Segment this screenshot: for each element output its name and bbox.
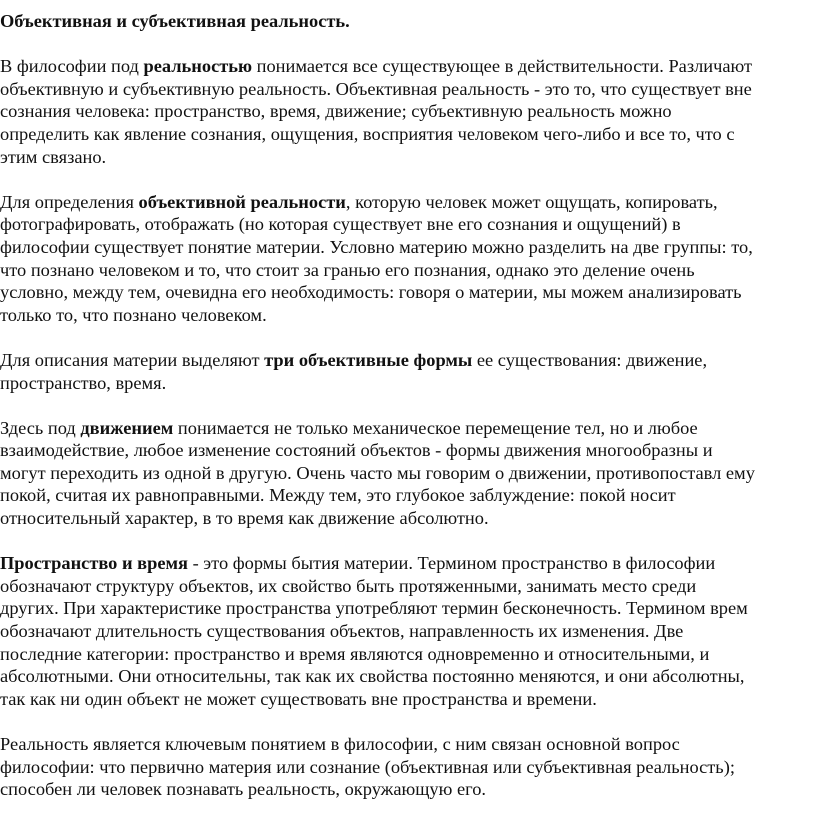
- bold-term: движением: [80, 417, 174, 438]
- text-line: [0, 55, 810, 78]
- text-line: [0, 756, 810, 779]
- text-run: - это формы бытия материи. Термином пространство в философии: [187, 553, 716, 574]
- text-run: последние категории: пространство и время являются одновременно и относительными, и: [0, 643, 710, 664]
- text-line: [0, 281, 810, 304]
- text-run: этим связано.: [0, 146, 107, 167]
- text-line: [0, 123, 810, 146]
- text-run: сознания человека: пространство, время, движение; субъективную реальность можно: [0, 101, 672, 122]
- text-run: только то, что познано человеком.: [0, 304, 267, 325]
- text-line: [0, 191, 810, 214]
- text-line: [0, 597, 810, 620]
- text-line: [0, 462, 810, 485]
- text-run: определить как явление сознания, ощущения, восприятия человеком чего-либо и все то, что с: [0, 123, 735, 144]
- text-run: , которую человек может ощущать, копировать,: [345, 191, 718, 212]
- text-run: обозначают длительность существования объектов, направленность их изменения. Две: [0, 621, 684, 642]
- text-run: относительный характер, в то время как движение абсолютно.: [0, 508, 489, 529]
- text-run: взаимодействие, любое изменение состояний объектов - формы движения многообразны и: [0, 440, 713, 461]
- text-line: [0, 417, 810, 440]
- bold-term: Пространство и время: [0, 553, 188, 574]
- text-run: понимается все существующее в действительности. Различают: [252, 56, 753, 77]
- bold-term: три объективные формы: [264, 349, 473, 370]
- text-line: [0, 733, 810, 756]
- text-run: Для определения: [0, 191, 139, 212]
- text-line: [0, 643, 810, 666]
- text-run: так как ни один объект не может существовать вне пространства и времени.: [0, 688, 597, 709]
- paragraph-list: [0, 55, 810, 801]
- text-run: фотографировать, отображать (но которая существует вне его сознания и ощущений) в: [0, 214, 681, 235]
- text-line: [0, 100, 810, 123]
- text-line: [0, 484, 810, 507]
- bold-term: объективной реальности: [138, 191, 346, 212]
- text-run: Для описания материи выделяют: [0, 349, 265, 370]
- paragraph: [0, 55, 810, 168]
- text-run: абсолютными. Они относительны, так как их свойства постоянно меняются, и они абсолютны,: [0, 666, 745, 687]
- text-run: философии существует понятие материи. Условно материю можно разделить на две группы: то,: [0, 236, 753, 257]
- text-line: [0, 688, 810, 711]
- text-run: Реальность является ключевым понятием в философии, с ним связан основной вопрос: [0, 734, 680, 754]
- text-run: способен ли человек познавать реальность, окружающую его.: [0, 779, 486, 800]
- text-line: [0, 665, 810, 688]
- paragraph: [0, 191, 810, 327]
- text-line: [0, 349, 810, 372]
- text-run: понимается не только механическое перемещение тел, но и любое: [173, 417, 698, 438]
- text-run: объективную и субъективную реальность. Объективная реальность - это то, что существует вне: [0, 78, 752, 99]
- text-run: обозначают структуру объектов, их свойство быть протяженными, занимать место среди: [0, 575, 697, 596]
- text-line: [0, 236, 810, 259]
- paragraph: [0, 417, 810, 530]
- text-run: могут переходить из одной в другую. Очень часто мы говорим о движении, противопоставл ему: [0, 462, 755, 483]
- text-line: [0, 778, 810, 801]
- text-line: [0, 552, 810, 575]
- document-title: Объективная и субъективная реальность.: [0, 11, 350, 31]
- text-run: условно, между тем, очевидна его необходимость: говоря о материи, мы можем анализировать: [0, 282, 742, 303]
- text-run: Здесь под: [0, 417, 81, 438]
- text-line: [0, 259, 810, 282]
- text-run: что познано человеком и то, что стоит за гранью его познания, однако это деление очень: [0, 259, 695, 280]
- paragraph: [0, 349, 810, 394]
- text-run: покой, считая их равноправными. Между тем, это глубокое заблуждение: покой носит: [0, 485, 676, 506]
- text-run: ее существования: движение,: [472, 349, 708, 370]
- paragraph: [0, 733, 810, 801]
- text-run: философии: что первично материя или сознание (объективная или субъективная реальность);: [0, 756, 735, 777]
- text-line: [0, 213, 810, 236]
- text-line: [0, 304, 810, 327]
- text-line: [0, 78, 810, 101]
- text-run: других. При характеристике пространства употребляют термин бесконечность. Термином врем: [0, 598, 748, 619]
- text-line: [0, 372, 810, 395]
- bold-term: реальностью: [143, 56, 253, 77]
- text-line: [0, 507, 810, 530]
- text-line: [0, 439, 810, 462]
- text-line: [0, 146, 810, 169]
- text-run: В философии под: [0, 56, 144, 77]
- document-body: [0, 10, 810, 801]
- text-run: пространство, время.: [0, 372, 167, 393]
- text-line: [0, 620, 810, 643]
- paragraph: [0, 552, 810, 710]
- text-line: [0, 575, 810, 598]
